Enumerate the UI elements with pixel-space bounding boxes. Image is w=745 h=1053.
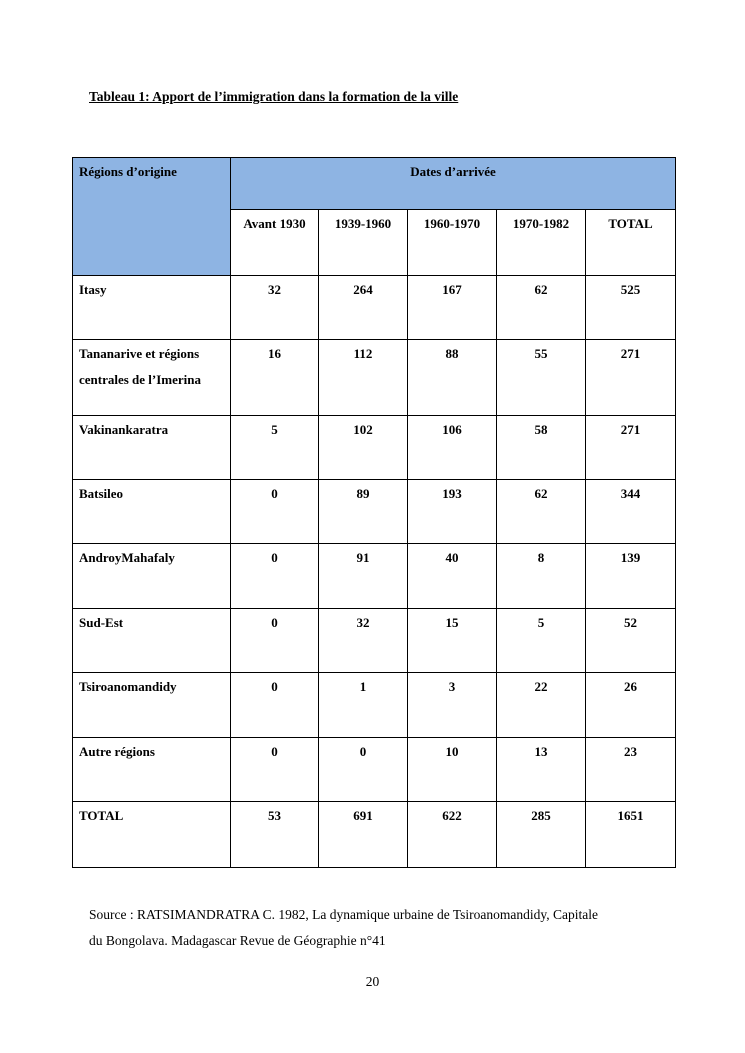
value-cell: [408, 609, 497, 673]
region-label: Tananarive et régions centrales de l’Imerina: [79, 346, 202, 387]
value-cell: [319, 609, 408, 673]
value-label: 0: [359, 744, 367, 759]
value-cell: [231, 802, 319, 868]
value-label: 8: [537, 550, 545, 565]
value-label: 525: [620, 282, 641, 297]
region-cell: [73, 802, 231, 868]
value-label: 26: [624, 679, 637, 694]
region-label: AndroyMahafaly: [79, 550, 175, 565]
value-label: 53: [268, 808, 281, 823]
value-label: 0: [271, 550, 278, 565]
column-header: [408, 210, 497, 276]
value-label: 1: [359, 679, 367, 694]
header-dates-cell: [231, 158, 676, 210]
value-cell: [586, 738, 676, 802]
column-header-label: Avant 1930: [243, 216, 306, 231]
source-line-2: du Bongolava. Madagascar Revue de Géographie n°41: [89, 933, 386, 948]
immigration-table: [72, 157, 676, 868]
column-header: [231, 210, 319, 276]
value-cell: [319, 480, 408, 544]
value-label: 0: [271, 615, 278, 630]
column-header-label: 1939-1960: [334, 216, 392, 231]
value-cell: [319, 802, 408, 868]
region-cell: [73, 276, 231, 340]
value-cell: [408, 276, 497, 340]
value-cell: [231, 340, 319, 416]
value-label: 91: [356, 550, 370, 565]
value-cell: [231, 276, 319, 340]
region-cell: [73, 480, 231, 544]
table-row: [73, 480, 676, 544]
region-cell: [73, 673, 231, 738]
value-cell: [586, 480, 676, 544]
value-cell: [319, 544, 408, 609]
value-cell: [497, 609, 586, 673]
value-label: 10: [445, 744, 459, 759]
value-label: 193: [442, 486, 462, 501]
value-label: 0: [271, 744, 278, 759]
value-label: 62: [534, 282, 548, 297]
value-cell: [231, 673, 319, 738]
header-row-top: [73, 158, 676, 210]
total-row: [73, 802, 676, 868]
table-row: [73, 276, 676, 340]
region-cell: [73, 544, 231, 609]
value-cell: [497, 480, 586, 544]
value-label: 62: [534, 486, 548, 501]
value-cell: [408, 802, 497, 868]
value-label: 22: [534, 679, 548, 694]
value-label: 139: [620, 550, 641, 565]
value-cell: [408, 673, 497, 738]
value-label: 40: [445, 550, 459, 565]
value-label: 55: [534, 346, 548, 361]
table-row: [73, 673, 676, 738]
region-cell: [73, 340, 231, 416]
value-label: 167: [442, 282, 462, 297]
table-title: Tableau 1: Apport de l’immigration dans la formation de la ville: [89, 89, 459, 104]
column-header: [319, 210, 408, 276]
header-region-cell: [73, 158, 231, 276]
value-label: 106: [442, 422, 462, 437]
value-cell: [586, 802, 676, 868]
value-cell: [231, 609, 319, 673]
value-cell: [319, 276, 408, 340]
column-header-label: TOTAL: [608, 216, 653, 231]
value-cell: [231, 738, 319, 802]
value-label: 285: [531, 808, 551, 823]
value-label: 1651: [617, 808, 644, 823]
value-label: 32: [356, 615, 370, 630]
value-cell: [319, 416, 408, 480]
column-header-label: 1970-1982: [512, 216, 570, 231]
value-label: 622: [442, 808, 462, 823]
value-label: 3: [448, 679, 456, 694]
value-cell: [231, 480, 319, 544]
value-label: 5: [271, 422, 278, 437]
value-cell: [408, 340, 497, 416]
value-label: 32: [268, 282, 281, 297]
value-cell: [231, 416, 319, 480]
value-label: 0: [271, 486, 278, 501]
value-label: 15: [445, 615, 459, 630]
value-label: 89: [356, 486, 370, 501]
value-label: 112: [353, 346, 373, 361]
value-cell: [408, 738, 497, 802]
value-label: 52: [624, 615, 637, 630]
value-cell: [497, 802, 586, 868]
value-cell: [586, 416, 676, 480]
value-cell: [586, 340, 676, 416]
value-cell: [497, 738, 586, 802]
value-label: 344: [620, 486, 641, 501]
region-label: Batsileo: [79, 486, 124, 501]
table-row: [73, 416, 676, 480]
value-cell: [586, 673, 676, 738]
region-label: Vakinankaratra: [79, 422, 169, 437]
value-label: 58: [534, 422, 548, 437]
value-cell: [497, 340, 586, 416]
region-label: TOTAL: [79, 808, 124, 823]
value-cell: [319, 340, 408, 416]
table-row: [73, 609, 676, 673]
value-label: 102: [353, 422, 373, 437]
value-cell: [408, 416, 497, 480]
region-cell: [73, 416, 231, 480]
value-label: 271: [620, 422, 641, 437]
column-header: [586, 210, 676, 276]
header-region-label: Régions d’origine: [79, 164, 177, 179]
region-cell: [73, 609, 231, 673]
value-cell: [586, 609, 676, 673]
source-line-1: Source : RATSIMANDRATRA C. 1982, La dynamique urbaine de Tsiroanomandidy, Capitale: [89, 907, 598, 922]
value-label: 16: [268, 346, 281, 361]
value-cell: [231, 544, 319, 609]
value-label: 5: [537, 615, 545, 630]
region-label: Tsiroanomandidy: [79, 679, 177, 694]
table-row: [73, 544, 676, 609]
value-cell: [408, 544, 497, 609]
value-label: 88: [445, 346, 459, 361]
value-label: 264: [353, 282, 373, 297]
value-cell: [586, 276, 676, 340]
region-label: Autre régions: [79, 744, 155, 759]
value-label: 23: [624, 744, 637, 759]
value-cell: [497, 416, 586, 480]
column-header-label: 1960-1970: [423, 216, 481, 231]
region-label: Itasy: [79, 282, 107, 297]
value-cell: [586, 544, 676, 609]
value-label: 271: [620, 346, 641, 361]
region-label: Sud-Est: [79, 615, 124, 630]
source-citation: [89, 902, 669, 954]
table-row: [73, 738, 676, 802]
column-header: [497, 210, 586, 276]
value-cell: [319, 738, 408, 802]
value-cell: [497, 276, 586, 340]
value-label: 0: [271, 679, 278, 694]
value-cell: [497, 544, 586, 609]
value-cell: [497, 673, 586, 738]
value-cell: [408, 480, 497, 544]
page-number: 20: [365, 974, 380, 989]
region-cell: [73, 738, 231, 802]
header-dates-label: Dates d’arrivée: [410, 164, 496, 179]
value-label: 13: [534, 744, 548, 759]
value-label: 691: [353, 808, 373, 823]
value-cell: [319, 673, 408, 738]
table-row: [73, 340, 676, 416]
